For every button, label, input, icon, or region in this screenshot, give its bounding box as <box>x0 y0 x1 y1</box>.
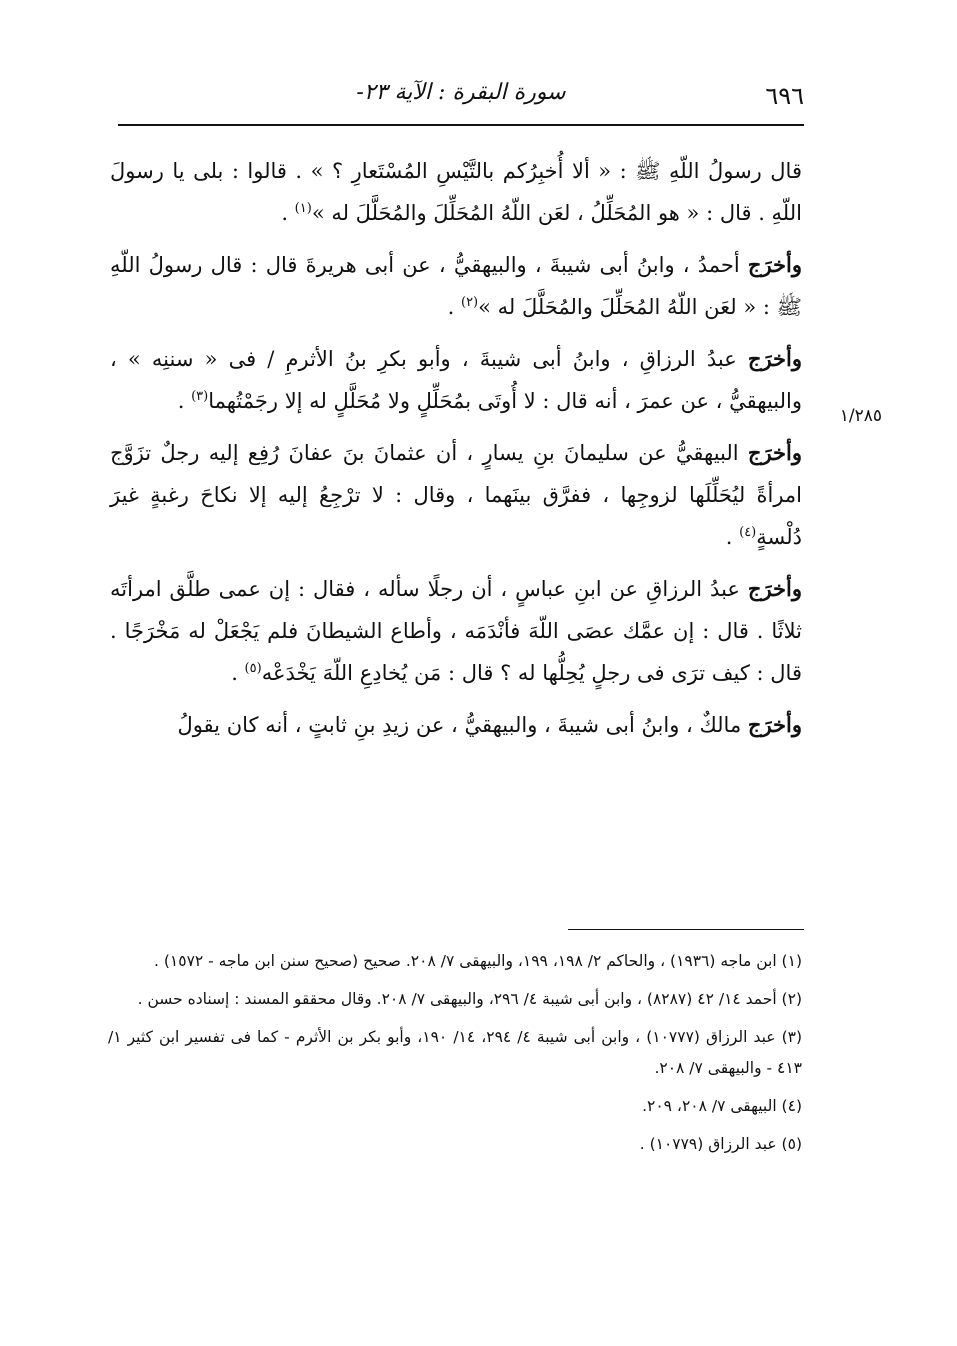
footnote-ref: (٥) <box>244 661 262 676</box>
paragraph-text: عبدُ الرزاقِ عن ابنِ عباسٍ ، أن رجلًا سأله ، فقال : إن عمى طلَّق امرأتَه ثلاثًا . قال : إن عمَّك عصَى اللّهَ فأنْدَمَه ، وأطاع الشيطانَ فلم يَجْعَلْ له مَخْرَجًا . قال : كيف ترَى فى رجلٍ يُحِلُّها له ؟ قال : مَن يُخادِعِ اللّهَ يَخْدَعْه <box>110 577 802 685</box>
paragraph <box>110 338 802 422</box>
footnote: (٣) عبد الرزاق (١٠٧٧٧) ، وابن أبى شيبة ٤/ ٢٩٤، ١٤/ ١٩٠، وأبو بكر بن الأثرم - كما فى تفسير ابن كثير ١/ ٤١٣ - والبيهقى ٧/ ٢٠٨. <box>108 1028 803 1077</box>
footnote-divider <box>568 929 804 930</box>
paragraph-lead: وأخرَج <box>747 712 802 737</box>
paragraph-text: عبدُ الرزاقِ ، وابنُ أبى شيبةَ ، وأبو بكرِ بنُ الأثرمِ / فى « سننِه » ، والبيهقيُّ ، عن عمرَ ، أنه قال : لا أُوتَى بمُحَلِّلٍ ولا مُحَلَّلٍ له إلا رجَمْتُهما <box>110 347 802 413</box>
paragraph-end: . <box>725 525 740 549</box>
running-title: سورة البقرة : الآية ٢٣- <box>356 80 566 105</box>
footnote-ref: (١) <box>294 201 312 216</box>
paragraph <box>110 432 802 558</box>
header-divider <box>118 124 804 126</box>
paragraph <box>110 244 802 328</box>
footnotes <box>108 946 802 1167</box>
margin-reference: ١/٢٨٥ <box>839 406 882 426</box>
page-header <box>118 78 804 118</box>
paragraph-lead: وأخرَج <box>747 346 802 371</box>
main-text <box>110 150 802 756</box>
footnote-ref: (٣) <box>191 389 209 404</box>
footnote-ref: (٤) <box>739 525 757 540</box>
paragraph-text: مالكٌ ، وابنُ أبى شيبةَ ، والبيهقيُّ ، عن زيدِ بنِ ثابتٍ ، أنه كان يقولُ <box>177 713 748 737</box>
paragraph-text: البيهقيُّ عن سليمانَ بنِ يسارٍ ، أن عثمانَ بنَ عفانَ رُفِع إليه رجلٌ تزَوَّج امرأةً ليُحَلِّلَها لزوجِها ، ففرَّق بينَهما ، وقال : لا ترْجِعُ إليه إلا نكاحَ رغبةٍ غيرَ دُلْسةٍ <box>110 441 802 549</box>
page-number: ٦٩٦ <box>765 82 804 110</box>
footnote: (٥) عبد الرزاق (١٠٧٧٩) . <box>639 1135 802 1153</box>
paragraph-lead: وأخرَج <box>747 440 802 465</box>
paragraph-text: قال رسولُ اللّهِ ﷺ : « ألا أُخبِرُكم بالتَّيْسِ المُسْتَعارِ ؟ » . قالوا : بلى يا رسولَ اللّهِ . قال : « هو المُحَلِّلُ ، لعَن اللّهُ المُحَلِّلَ والمُحَلَّلَ له » <box>110 159 802 225</box>
paragraph-lead: وأخرَج <box>747 576 802 601</box>
paragraph-lead: وأخرَج <box>747 252 802 277</box>
paragraph-text: أحمدُ ، وابنُ أبى شيبةَ ، والبيهقيُّ ، عن أبى هريرةَ قال : قال رسولُ اللّهِ ﷺ : « لعَن اللّهُ المُحَلِّلَ والمُحَلَّلَ له » <box>110 253 802 319</box>
footnote: (٤) البيهقى ٧/ ٢٠٨، ٢٠٩. <box>642 1097 802 1115</box>
paragraph-end: . <box>177 389 192 413</box>
paragraph-end: . <box>231 661 245 685</box>
footnote-ref: (٢) <box>460 295 479 310</box>
paragraph-end: . <box>281 201 295 225</box>
paragraph-end: . <box>447 295 461 319</box>
footnote: (١) ابن ماجه (١٩٣٦) ، والحاكم ٢/ ١٩٨، ١٩٩، والبيهقى ٧/ ٢٠٨. صحيح (صحيح سنن ابن ماجه - ١٥٧٢) . <box>154 952 802 970</box>
paragraph <box>110 568 802 694</box>
paragraph <box>110 704 802 746</box>
footnote: (٢) أحمد ١٤/ ٤٢ (٨٢٨٧) ، وابن أبى شيبة ٤/ ٢٩٦، والبيهقى ٧/ ٢٠٨. وقال محققو المسند : إسناده حسن . <box>137 990 802 1008</box>
paragraph <box>110 150 802 234</box>
